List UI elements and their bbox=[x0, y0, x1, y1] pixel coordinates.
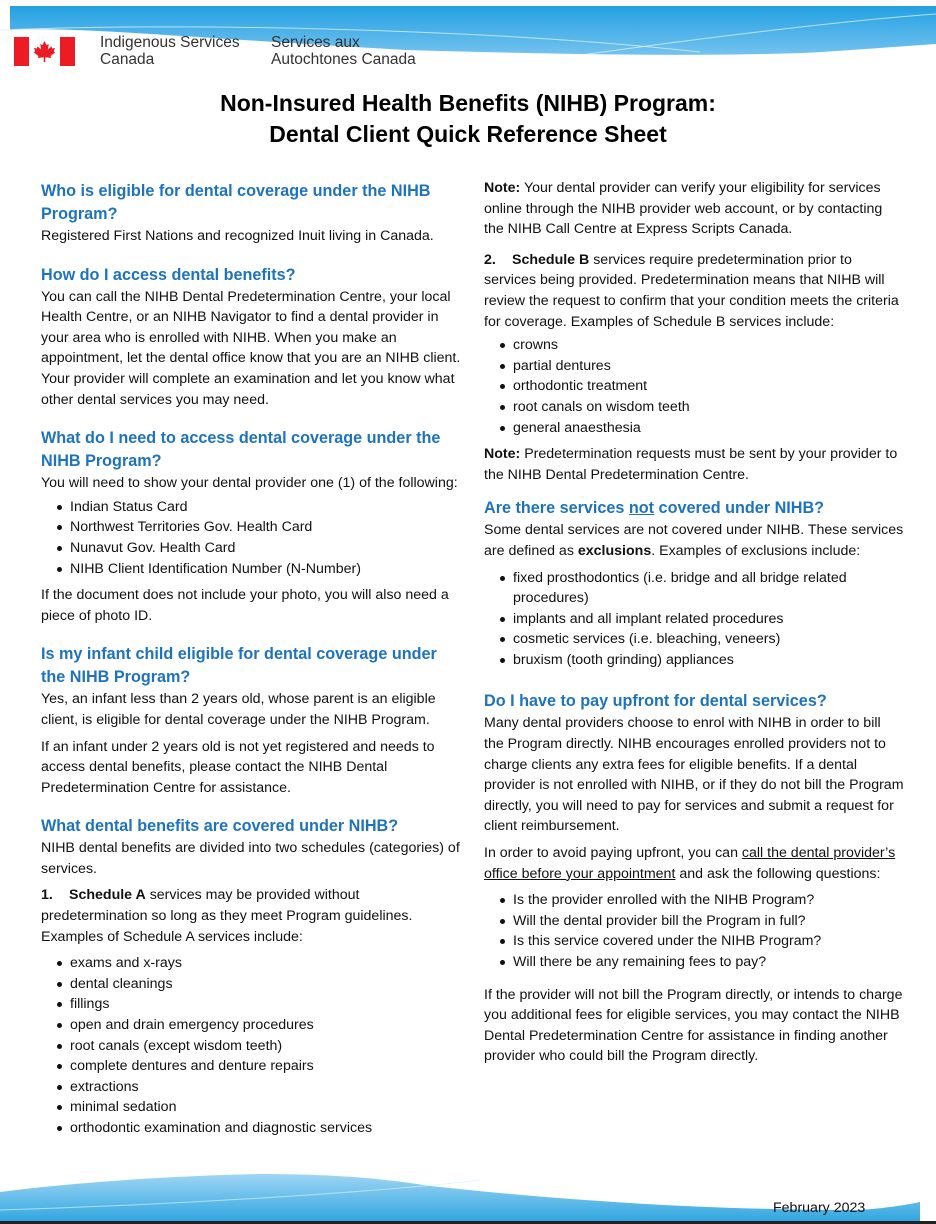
section-infant-eligibility bbox=[41, 643, 461, 798]
list-item: Northwest Territories Gov. Health Card bbox=[41, 517, 461, 538]
section-exclusions bbox=[484, 497, 904, 670]
list-item: Will there be any remaining fees to pay? bbox=[484, 952, 904, 973]
section-eligibility bbox=[41, 180, 461, 247]
list-item: open and drain emergency procedures bbox=[41, 1015, 461, 1036]
section-required-documents bbox=[41, 427, 461, 626]
list-item: cosmetic services (i.e. bleaching, veneers) bbox=[484, 629, 904, 650]
section-body: If the provider will not bill the Program directly, or intends to charge you additional fees for eligible services, you may contact the NIHB Dental Predetermination Centre for assistance in finding another provider who could bill the Program directly. bbox=[484, 986, 903, 1065]
section-heading: Do I have to pay upfront for dental services? bbox=[484, 692, 827, 711]
schedule-b-label: Schedule B bbox=[512, 251, 590, 268]
list-item: orthodontic treatment bbox=[484, 376, 904, 397]
schedule-b-number: 2. bbox=[484, 251, 496, 268]
eligibility-note bbox=[484, 178, 904, 240]
list-item: Is this service covered under the NIHB Program? bbox=[484, 931, 904, 952]
list-item: orthodontic examination and diagnostic services bbox=[41, 1118, 461, 1139]
questions-list bbox=[484, 890, 904, 972]
section-body: Yes, an infant less than 2 years old, whose parent is an eligible client, is eligible for dental coverage under the NIHB Program. bbox=[41, 691, 436, 728]
heading-emphasis: not bbox=[628, 499, 655, 518]
list-item: dental cleanings bbox=[41, 974, 461, 995]
section-heading: What dental benefits are covered under NIHB? bbox=[41, 817, 399, 836]
section-body: If an infant under 2 years old is not yet registered and needs to access dental benefits, please contact the NIHB Dental Predetermination Centre for assistance. bbox=[41, 738, 435, 796]
schedule-b-text: services require predetermination prior to services being provided. Predetermination means that NIHB will review the request to confirm that your condition meets the criteria for coverage. Examples of Schedule B services include: bbox=[484, 251, 899, 330]
note-label: Note: bbox=[484, 446, 521, 463]
org-name-french bbox=[271, 34, 416, 68]
schedule-a-label: Schedule A bbox=[69, 887, 146, 904]
list-item: Will the dental provider bill the Program in full? bbox=[484, 911, 904, 932]
list-item: Is the provider enrolled with the NIHB Program? bbox=[484, 890, 904, 911]
section-heading: What do I need to access dental coverage under the NIHB Program? bbox=[41, 429, 441, 471]
heading-text: Are there services bbox=[484, 499, 629, 518]
schedule-a-list bbox=[41, 953, 461, 1138]
list-item: extractions bbox=[41, 1077, 461, 1098]
intro-text: . Examples of exclusions include: bbox=[651, 542, 861, 559]
note-text: Predetermination requests must be sent by your provider to the NIHB Dental Predetermination Centre. bbox=[484, 446, 898, 483]
section-body bbox=[484, 843, 904, 884]
list-item: NIHB Client Identification Number (N-Number) bbox=[41, 559, 461, 580]
intro-text: Some dental services are not covered under NIHB. These services are defined as bbox=[484, 522, 904, 559]
left-column bbox=[41, 180, 461, 1139]
org-name-fr-line2: Autochtones Canada bbox=[271, 51, 416, 68]
title-line-2: Dental Client Quick Reference Sheet bbox=[269, 121, 667, 147]
list-item: crowns bbox=[484, 335, 904, 356]
body-emphasis: call the dental provider’s office before your appointment bbox=[484, 845, 896, 882]
org-name-en-line1: Indigenous Services bbox=[100, 34, 240, 51]
org-name-en-line2: Canada bbox=[100, 51, 155, 68]
body-text: In order to avoid paying upfront, you can bbox=[484, 845, 742, 862]
heading-text: covered under NIHB? bbox=[654, 499, 825, 518]
section-heading: Is my infant child eligible for dental coverage under the NIHB Program? bbox=[41, 645, 437, 687]
note-label: Note: bbox=[484, 180, 521, 196]
schedule-a-text: services may be provided without predetermination so long as they meet Program guidelines. Examples of Schedule A services include: bbox=[41, 887, 413, 945]
section-body: Many dental providers choose to enrol with NIHB in order to bill the Program directly. NIHB encourages enrolled providers not to charge clients any extra fees for eligible benefits. If a dental provider is not enrolled with NIHB, or if they do not bill the Program directly, you will need to pay for services and submit a request for client reimbursement. bbox=[484, 715, 904, 835]
org-name-fr-line1: Services aux bbox=[271, 34, 360, 51]
note-text: Your dental provider can verify your eligibility for services online through the NIHB provider web account, or by contacting the NIHB Call Centre at Express Scripts Canada. bbox=[484, 180, 883, 238]
section-covered-benefits bbox=[41, 815, 461, 1138]
publication-date: February 2023 bbox=[773, 1200, 866, 1216]
org-name-english bbox=[100, 34, 240, 68]
schedule-b-description bbox=[484, 250, 904, 332]
section-intro: NIHB dental benefits are divided into two schedules (categories) of services. bbox=[41, 840, 460, 877]
document-title bbox=[0, 88, 936, 150]
schedule-a-description bbox=[41, 885, 461, 947]
predetermination-note bbox=[484, 444, 904, 485]
required-documents-list bbox=[41, 497, 461, 579]
body-text: and ask the following questions: bbox=[675, 865, 881, 882]
schedule-a-number: 1. bbox=[41, 887, 53, 904]
list-item: general anaesthesia bbox=[484, 418, 904, 439]
list-item: bruxism (tooth grinding) appliances bbox=[484, 650, 904, 671]
list-item: Indian Status Card bbox=[41, 497, 461, 518]
section-heading bbox=[484, 497, 904, 520]
section-intro: You will need to show your dental provider one (1) of the following: bbox=[41, 475, 458, 492]
section-intro bbox=[484, 520, 904, 561]
section-heading: How do I access dental benefits? bbox=[41, 265, 296, 284]
list-item: partial dentures bbox=[484, 356, 904, 377]
exclusions-term: exclusions bbox=[577, 542, 652, 559]
list-item: fixed prosthodontics (i.e. bridge and all bridge related procedures) bbox=[484, 568, 904, 609]
title-line-1: Non-Insured Health Benefits (NIHB) Program: bbox=[220, 90, 716, 116]
section-access-benefits bbox=[41, 264, 461, 411]
section-heading: Who is eligible for dental coverage under the NIHB Program? bbox=[41, 182, 431, 223]
list-item: complete dentures and denture repairs bbox=[41, 1056, 461, 1077]
list-item: root canals (except wisdom teeth) bbox=[41, 1036, 461, 1057]
list-item: Nunavut Gov. Health Card bbox=[41, 538, 461, 559]
section-body: Registered First Nations and recognized Inuit living in Canada. bbox=[41, 228, 434, 244]
schedule-b-list bbox=[484, 335, 904, 438]
exclusions-list bbox=[484, 568, 904, 671]
section-outro: If the document does not include your photo, you will also need a piece of photo ID. bbox=[41, 587, 449, 624]
canada-flag-icon bbox=[14, 37, 75, 66]
section-upfront-payment bbox=[484, 690, 904, 1067]
section-body: You can call the NIHB Dental Predetermination Centre, your local Health Centre, or an NIHB Navigator to find a dental provider in your area who is enrolled with NIHB. When you make an appointment, let the dental office know that you are an NIHB client. Your provider will complete an examination and let you know what other dental services you may need. bbox=[41, 288, 461, 408]
list-item: fillings bbox=[41, 994, 461, 1015]
list-item: minimal sedation bbox=[41, 1097, 461, 1118]
right-column bbox=[484, 178, 904, 1067]
list-item: implants and all implant related procedures bbox=[484, 609, 904, 630]
list-item: root canals on wisdom teeth bbox=[484, 397, 904, 418]
list-item: exams and x-rays bbox=[41, 953, 461, 974]
